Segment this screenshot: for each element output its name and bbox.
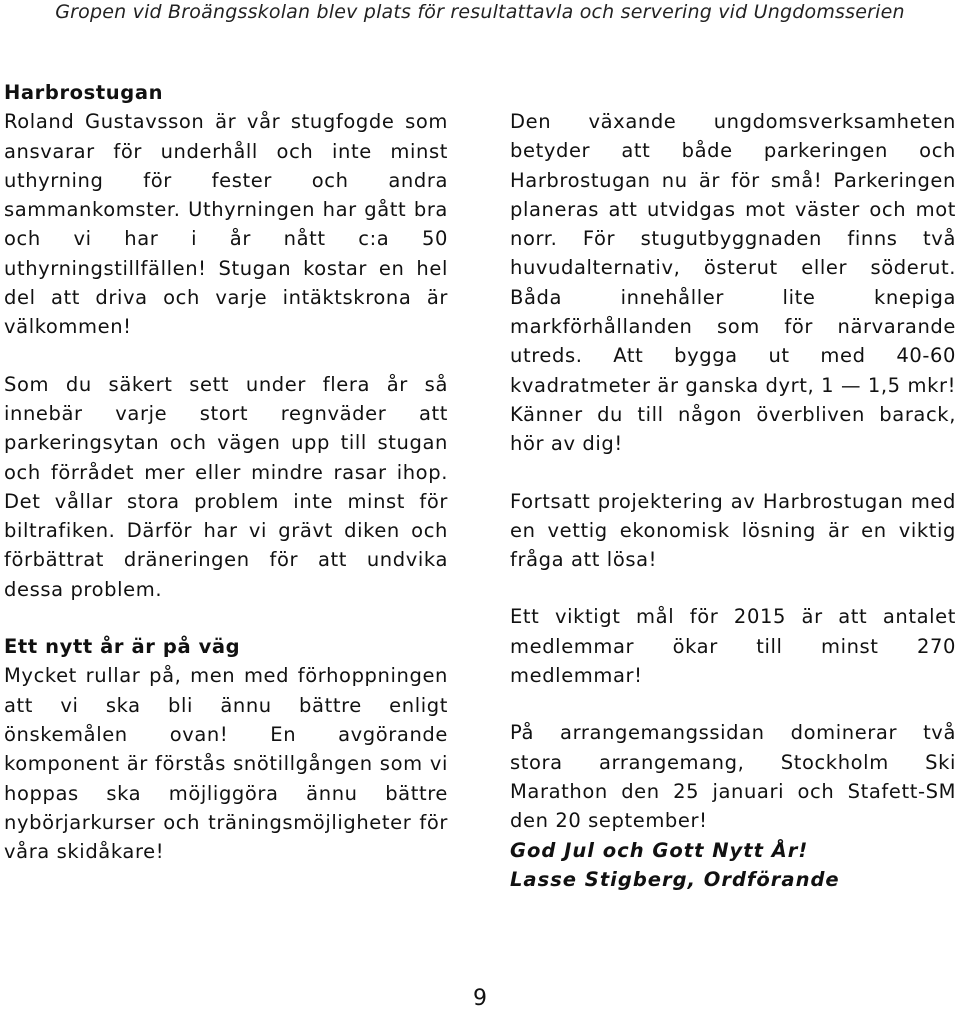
page-number: 9 (473, 986, 487, 1011)
heading-harbrostugan: Harbrostugan (4, 81, 164, 104)
paragraph-ungdomsverksamheten: Den växande ungdomsverksamheten betyder att både parkeringen och Harbrostugan nu är för små! Parkeringen planeras att utvidgas mot väster och mot norr. För stugutbyggnaden finns två huvudalternativ, österut eller söderut. Båda innehåller lite knepiga markförhållanden som för närvarande utreds. Att bygga ut med 40-60 kvadratmeter är ganska dyrt, 1 — 1,5 mkr! Känner du till någon överbliven barack, hör av dig! (510, 110, 956, 456)
paragraph-projektering: Fortsatt projektering av Harbrostugan med en vettig ekonomisk lösning är en viktig fråga att lösa! (510, 489, 956, 572)
heading-nytt-ar (4, 632, 448, 661)
right-column (510, 107, 956, 894)
photo-caption: Gropen vid Broängsskolan blev plats för resultattavla och servering vid Ungdomsserien (55, 1, 905, 23)
paragraph-medlemmar: Ett viktigt mål för 2015 är att antalet medlemmar ökar till minst 270 medlemmar! (510, 605, 956, 688)
left-column (4, 78, 448, 866)
paragraph-arrangemang: På arrangemangssidan dominerar två stora arrangemang, Stockholm Ski Marathon den 25 januari och Stafett-SM den 20 september! (510, 721, 956, 833)
signature: Lasse Stigberg, Ordförande (510, 867, 840, 891)
paragraph-stugfogde: Roland Gustavsson är vår stugfogde som ansvarar för underhåll och inte minst uthyrning för fester och andra sammankomster. Uthyrningen har gått bra och vi har i år nått c:a 50 uthyrningstillfällen! Stugan kostar en hel del att driva och varje intäktskrona är välkommen! (4, 110, 448, 339)
heading-nytt-ar-text: Ett nytt år är på väg (4, 635, 241, 659)
paragraph-forhoppningen: Mycket rullar på, men med förhoppningen att vi ska bli ännu bättre enligt önskemålen ovan! En avgörande komponent är förstås snötillgången som vi hoppas ska möjliggöra ännu bättre nybörjarkurser och träningsmöjligheter för våra skidåkare! (4, 664, 448, 864)
greeting: God Jul och Gott Nytt År! (510, 838, 809, 862)
paragraph-regnvader: Som du säkert sett under flera år så innebär varje stort regnväder att parkeringsytan och vägen upp till stugan och förrådet mer eller mindre rasar ihop. Det vållar stora problem inte minst för biltrafiken. Därför har vi grävt diken och förbättrat dräneringen för att undvika dessa problem. (4, 372, 448, 601)
